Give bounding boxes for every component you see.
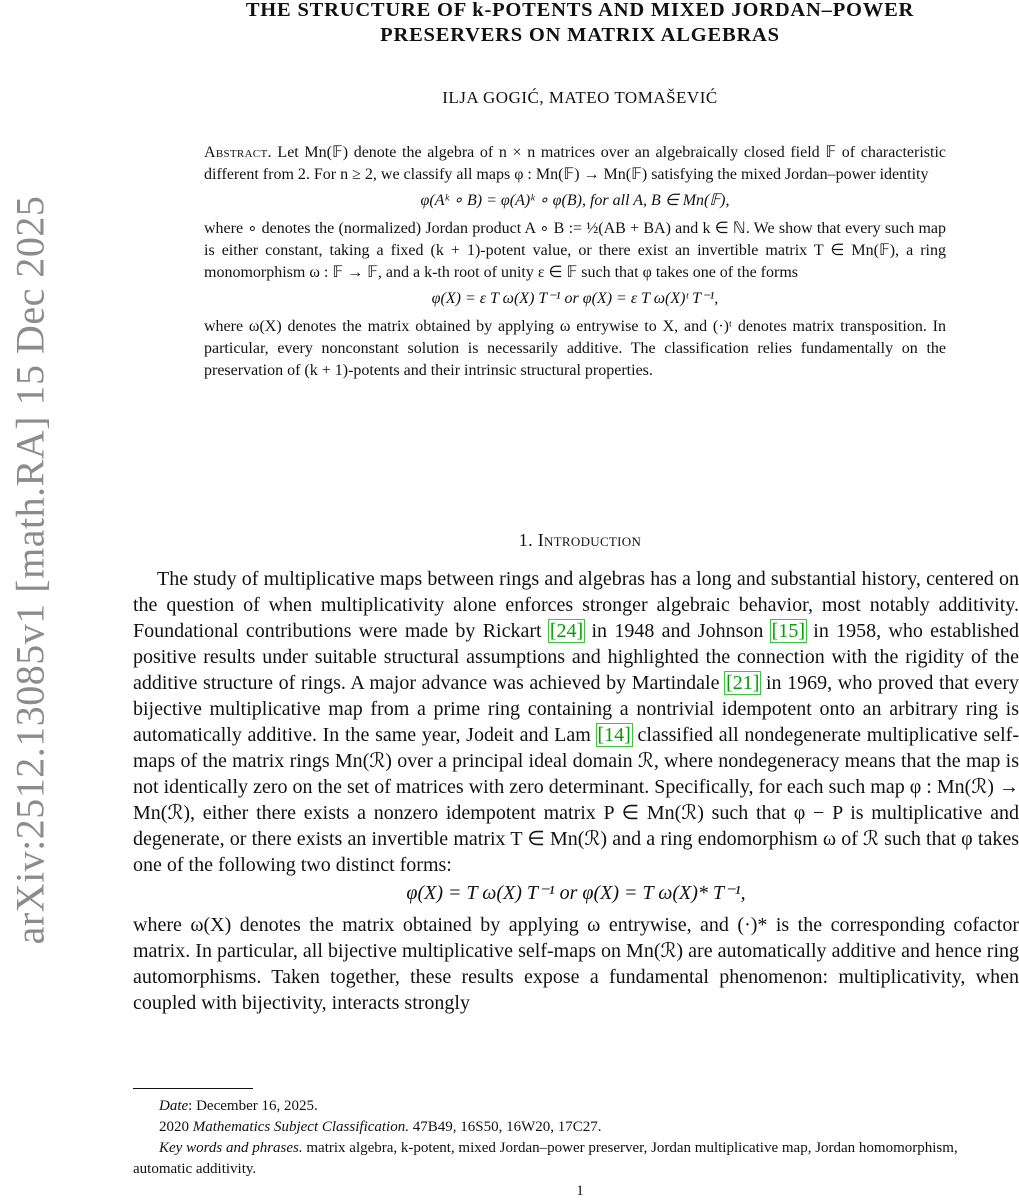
- msc-value: 47B49, 16S50, 16W20, 17C27.: [408, 1119, 602, 1135]
- abstract-label: Abstract.: [204, 144, 272, 161]
- abstract-paragraph-1: [204, 142, 946, 186]
- date-value: : December 16, 2025.: [188, 1098, 318, 1114]
- title-line-2: PRESERVERS ON MATRIX ALGEBRAS: [380, 24, 780, 46]
- abstract-equation-1: φ(Aᵏ ∘ B) = φ(A)ᵏ ∘ φ(B), for all A, B ∈ Mn(𝔽),: [420, 192, 730, 209]
- abstract-text-1: Let Mn(𝔽) denote the algebra of n × n matrices over an algebraically closed field 𝔽 of characteristic different from 2. For n ≥ 2, we classify all maps φ : Mn(𝔽) → Mn(𝔽) satisfying the mixed Jordan–power identity: [204, 144, 947, 183]
- abstract: [204, 142, 946, 382]
- footnote-keywords: [133, 1138, 1019, 1180]
- intro-paragraph-1: [133, 566, 1019, 878]
- footnote-msc: [133, 1117, 1019, 1138]
- footnote-date: [133, 1096, 1019, 1117]
- section-heading: 1. Introduction: [518, 530, 642, 550]
- page-number: 1: [576, 1183, 584, 1199]
- intro-equation: φ(X) = T ω(X) T⁻¹ or φ(X) = T ω(X)* T⁻¹,: [406, 882, 746, 904]
- intro-text-c: in 1958, who established positive results under suitable structural assumptions and highlighted the connection with the rigidity of the additive structure of rings. A major advance was achieved by Martindale: [133, 620, 1019, 694]
- paper-title: [140, 0, 1019, 48]
- footnote-rule: [133, 1088, 253, 1089]
- intro-text-a: The study of multiplicative maps between rings and algebras has a long and substantial history, centered on the question of when multiplicativity alone enforces stronger algebraic behavior, most notably additivity. Foundational contributions were made by Rickart: [133, 568, 1019, 642]
- abstract-equation-2: φ(X) = ε T ω(X) T⁻¹ or φ(X) = ε T ω(X)ᵗ T⁻¹,: [431, 290, 719, 307]
- arxiv-identifier[interactable]: arXiv:2512.13085v1 [math.RA] 15 Dec 2025: [7, 195, 53, 945]
- abstract-paragraph-2: where ∘ denotes the (normalized) Jordan product A ∘ B := ½(AB + BA) and k ∈ ℕ. We show that every such map is either constant, taking a fixed (k + 1)-potent value, or there exist an invertible matrix T ∈ Mn(𝔽), a ring monomorphism ω : 𝔽 → 𝔽, and a k-th root of unity ε ∈ 𝔽 such that φ takes one of the forms: [204, 220, 946, 281]
- citation-link[interactable]: [24]: [549, 620, 584, 642]
- intro-text-b: in 1948 and Johnson: [584, 620, 771, 642]
- arxiv-sidebar: [0, 0, 60, 1200]
- footnotes: [133, 1096, 1019, 1180]
- citation-link[interactable]: [15]: [771, 620, 805, 642]
- date-label: Date: [159, 1098, 189, 1114]
- intro-paragraph-2: where ω(X) denotes the matrix obtained by applying ω entrywise, and (·)* is the corresponding cofactor matrix. In particular, all bijective multiplicative self-maps on Mn(ℛ) are automatically additive and hence ring automorphisms. Taken together, these results expose a fundamental phenomenon: multiplicativity, when coupled with bijectivity, interacts strongly: [133, 914, 1019, 1014]
- authors: ILJA GOGIĆ, MATEO TOMAŠEVIĆ: [442, 88, 718, 107]
- abstract-paragraph-3: where ω(X) denotes the matrix obtained by applying ω entrywise to X, and (·)ᵗ denotes matrix transposition. In particular, every nonconstant solution is necessarily additive. The classification relies fundamentally on the preservation of (k + 1)-potents and their intrinsic structural properties.: [204, 318, 946, 379]
- introduction-body: [133, 566, 1019, 1016]
- msc-label: Mathematics Subject Classification.: [192, 1119, 409, 1135]
- intro-text-e: classified all nondegenerate multiplicative self-maps of the matrix rings Mn(ℛ) over a principal ideal domain ℛ, where nondegeneracy means that the map is not identically zero on the set of matrices with zero determinant. Specifically, for each such map φ : Mn(ℛ) → Mn(ℛ), either there exists a nonzero idempotent matrix P ∈ Mn(ℛ) such that φ − P is multiplicative and degenerate, or there exists an invertible matrix T ∈ Mn(ℛ) and a ring endomorphism ω of ℛ such that φ takes one of the following two distinct forms:: [133, 724, 1019, 876]
- citation-link[interactable]: [14]: [597, 724, 631, 746]
- citation-link[interactable]: [21]: [726, 672, 760, 694]
- keywords-value: matrix algebra, k-potent, mixed Jordan–power preserver, Jordan multiplicative map, Jordan homomorphism, automatic additivity.: [133, 1140, 958, 1177]
- msc-year: 2020: [159, 1119, 193, 1135]
- intro-text-d: in 1969, who proved that every bijective multiplicative map from a prime ring containing a nontrivial idempotent onto an arbitrary ring is automatically additive. In the same year, Jodeit and Lam: [133, 672, 1019, 746]
- keywords-label: Key words and phrases.: [159, 1140, 303, 1156]
- title-line-1: THE STRUCTURE OF k-POTENTS AND MIXED JORDAN–POWER: [245, 0, 915, 21]
